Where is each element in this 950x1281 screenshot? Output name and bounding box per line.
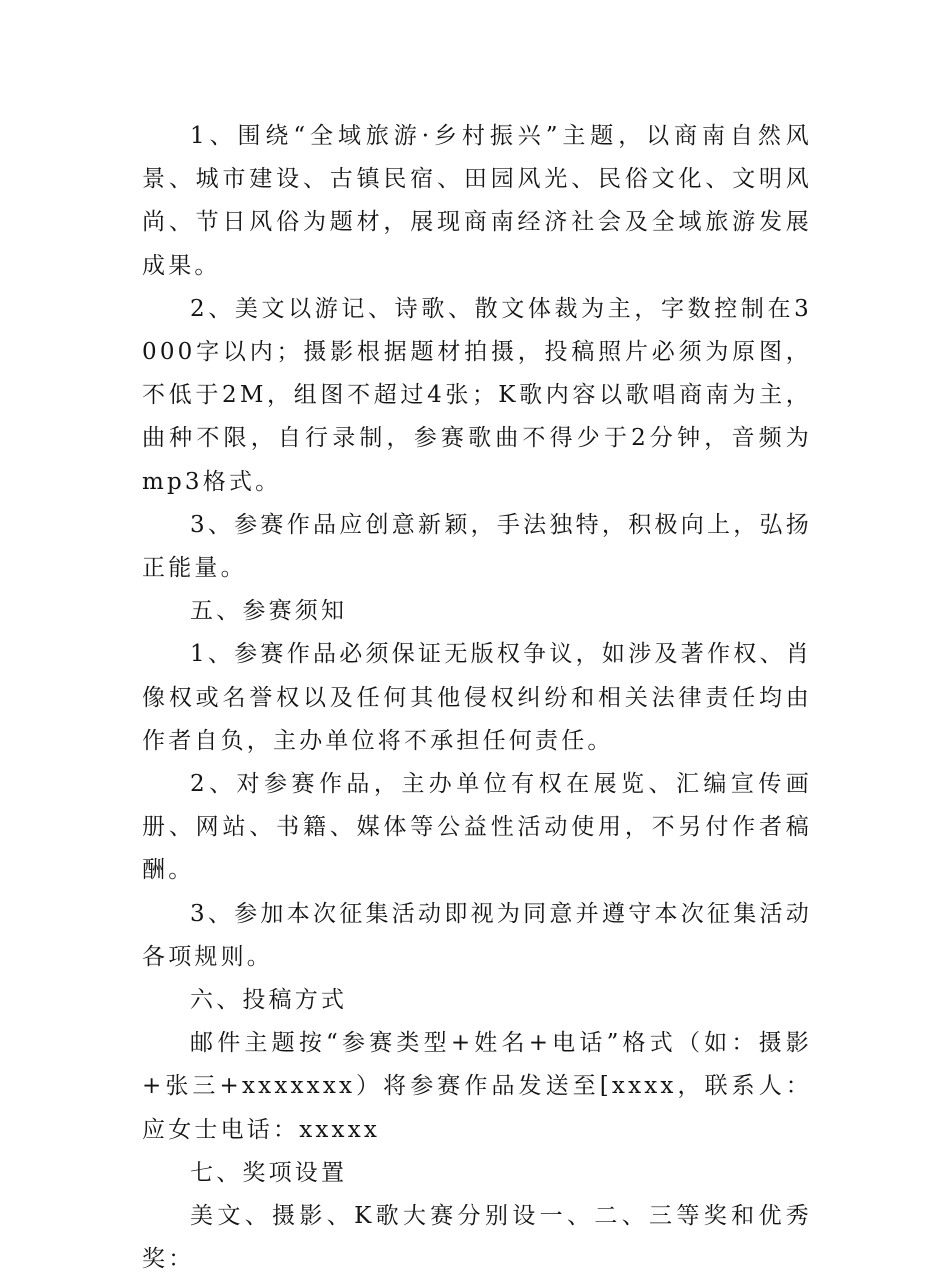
section-heading-notice: 五、参赛须知 — [190, 598, 348, 625]
document-body — [142, 115, 812, 1281]
section-heading-awards: 七、奖项设置 — [190, 1159, 348, 1186]
paragraph-submission-method: 邮件主题按“参赛类型+姓名+电话”格式（如：摄影+张三+xxxxxxx）将参赛作品发送至[xxxx，联系人：应女士电话：xxxxx — [142, 1030, 812, 1143]
paragraph-requirements: 2、美文以游记、诗歌、散文体裁为主，字数控制在3000字以内；摄影根据题材拍摄，投稿照片必须为原图，不低于2M，组图不超过4张；K歌内容以歌唱商南为主，曲种不限，自行录制，参赛歌曲不得少于2分钟，音频为mp3格式。 — [142, 295, 812, 495]
paragraph-usage-rights: 2、对参赛作品，主办单位有权在展览、汇编宣传画册、网站、书籍、媒体等公益性活动使用，不另付作者稿酬。 — [142, 771, 812, 884]
paragraph-creativity: 3、参赛作品应创意新颖，手法独特，积极向上，弘扬正能量。 — [142, 511, 812, 582]
section-heading-submission: 六、投稿方式 — [190, 987, 348, 1014]
paragraph-rules-consent: 3、参加本次征集活动即视为同意并遵守本次征集活动各项规则。 — [142, 900, 812, 970]
paragraph-awards: 美文、摄影、K歌大赛分别设一、二、三等奖和优秀奖： — [142, 1203, 812, 1273]
paragraph-copyright: 1、参赛作品必须保证无版权争议，如涉及著作权、肖像权或名誉权以及任何其他侵权纠纷和相关法律责任均由作者自负，主办单位将不承担任何责任。 — [142, 641, 812, 754]
paragraph-theme: 1、围绕“全域旅游·乡村振兴”主题，以商南自然风景、城市建设、古镇民宿、田园风光、民俗文化、文明风尚、节日风俗为题材，展现商南经济社会及全域旅游发展成果。 — [142, 123, 812, 279]
